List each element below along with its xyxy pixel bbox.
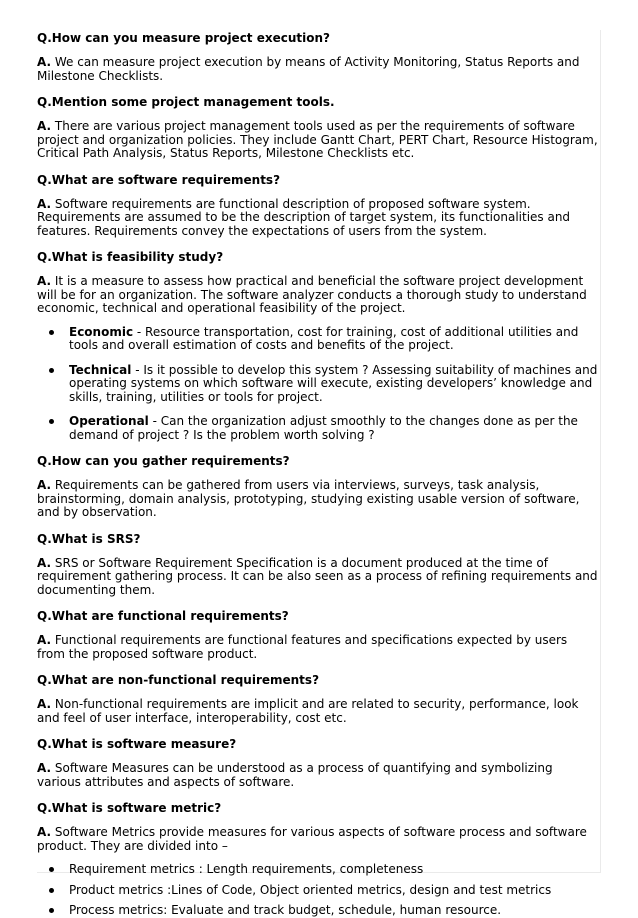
answer-prefix: A.: [37, 119, 52, 133]
bullet-list: [37, 326, 600, 443]
bullet-text: - Can the organization adjust smoothly to the changes done as per the demand of project ? Is the problem worth solving ?: [69, 414, 578, 442]
bullet-term: Technical: [69, 362, 132, 377]
answer-text: Software Metrics provide measures for various aspects of software process and software product. They are divided into –: [37, 825, 587, 853]
answer-text: Requirements can be gathered from users via interviews, surveys, task analysis, brainstorming, domain analysis, prototyping, studying existing usable version of software, and by observation.: [37, 478, 580, 519]
question: Q.How can you measure project execution?: [37, 31, 330, 45]
bullet-icon: [49, 419, 54, 424]
faq-item: [37, 249, 600, 442]
answer: [37, 698, 600, 725]
answer-prefix: A.: [37, 478, 52, 492]
list-item: [69, 415, 600, 442]
list-item: [69, 326, 600, 353]
answer: [37, 762, 600, 789]
question: Q.What is feasibility study?: [37, 250, 224, 264]
bullet-icon: [49, 867, 54, 872]
answer-text: Software requirements are functional description of proposed software system. Requirements are assumed to be the description of target system, its functionalities and features. Requirements convey the expectations of users from the system.: [37, 196, 571, 238]
answer: [37, 826, 600, 853]
faq-item: [37, 736, 600, 789]
question: Q.How can you gather requirements?: [37, 454, 290, 468]
question: Q.Mention some project management tools.: [37, 95, 335, 109]
bullet-text: Requirement metrics : Length requirements, completeness: [69, 862, 424, 876]
faq-item: [37, 531, 600, 598]
answer-text: SRS or Software Requirement Specification is a document produced at the time of requirement gathering process. It can be also seen as a process of refining requirements and documenting them.: [37, 555, 598, 597]
question: Q.What are functional requirements?: [37, 609, 289, 623]
answer-text: Non-functional requirements are implicit and are related to security, performance, look and feel of user interface, interoperability, cost etc.: [37, 697, 579, 725]
bullet-text: - Resource transportation, cost for training, cost of additional utilities and tools and overall estimation of costs and benefits of the project.: [69, 324, 579, 352]
list-item: [69, 884, 600, 898]
bullet-icon: [49, 888, 54, 893]
answer-prefix: A.: [37, 196, 52, 211]
faq-item: [37, 94, 600, 161]
bullet-term: Operational: [69, 414, 149, 428]
question: Q.What are non-functional requirements?: [37, 673, 320, 687]
answer: [37, 479, 600, 520]
answer-prefix: A.: [37, 761, 52, 775]
question: Q.What is software metric?: [37, 801, 222, 815]
answer: [37, 634, 600, 661]
list-item: [69, 364, 600, 405]
bullet-list: [37, 863, 600, 918]
question: Q.What is SRS?: [37, 531, 141, 546]
bullet-text: Process metrics: Evaluate and track budget, schedule, human resource.: [69, 903, 502, 917]
answer-prefix: A.: [37, 633, 52, 647]
answer-prefix: A.: [37, 825, 52, 839]
faq-item: [37, 672, 600, 725]
question: Q.What is software measure?: [37, 737, 237, 751]
answer-prefix: A.: [37, 55, 52, 69]
list-item: [69, 904, 600, 918]
list-item: [69, 863, 600, 877]
faq-item: [37, 608, 600, 661]
answer-text: Software Measures can be understood as a process of quantifying and symbolizing various attributes and aspects of software.: [37, 761, 553, 789]
bullet-icon: [49, 368, 54, 373]
answer: [37, 198, 600, 239]
answer: [37, 120, 600, 161]
bullet-text: Product metrics :Lines of Code, Object oriented metrics, design and test metrics: [69, 882, 552, 897]
answer-text: There are various project management tools used as per the requirements of software project and organization policies. They include Gantt Chart, PERT Chart, Resource Histogram, Critical Path Analysis, Status Reports, Milestone Checklists etc.: [37, 119, 598, 160]
answer: [37, 557, 600, 598]
answer-prefix: A.: [37, 555, 52, 570]
answer: [37, 56, 600, 83]
answer-text: It is a measure to assess how practical and beneficial the software project development will be for an organization. The software analyzer conducts a thorough study to understand economic, technical and operational feasibility of the project.: [37, 274, 587, 315]
faq-item: [37, 30, 600, 83]
bullet-icon: [49, 908, 54, 913]
document-page: [37, 30, 601, 917]
answer-text: We can measure project execution by means of Activity Monitoring, Status Reports and Milestone Checklists.: [37, 55, 580, 83]
faq-item: [37, 453, 600, 520]
bullet-text: - Is it possible to develop this system ? Assessing suitability of machines and operating systems on which software will execute, existing developers’ knowledge and skills, training, utilities or tools for project.: [69, 362, 598, 404]
question: Q.What are software requirements?: [37, 172, 281, 187]
answer: [37, 275, 600, 316]
faq-item: [37, 172, 600, 239]
answer-text: Functional requirements are functional features and specifications expected by users from the proposed software product.: [37, 633, 568, 661]
faq-item: [37, 800, 600, 918]
answer-prefix: A.: [37, 697, 52, 711]
bullet-term: Economic: [69, 324, 134, 339]
bullet-icon: [49, 330, 54, 335]
answer-prefix: A.: [37, 274, 52, 288]
